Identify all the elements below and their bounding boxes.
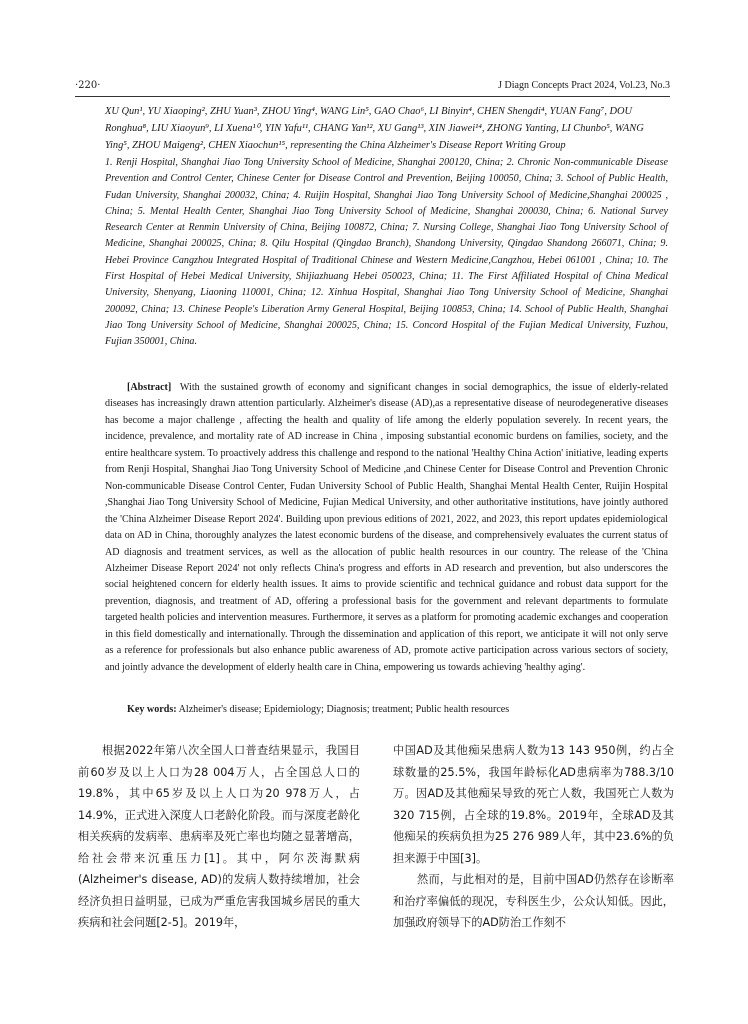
header-rule	[75, 96, 670, 97]
body-column-left	[78, 740, 360, 934]
keywords-text: Alzheimer's disease; Epidemiology; Diagnosis; treatment; Public health resources	[178, 704, 510, 715]
abstract	[105, 380, 668, 676]
body-paragraph: 然而，与此相对的是，目前中国AD仍然存在诊断率和治疗率偏低的现况，专科医生少，公众认知低。因此，加强政府领导下的AD防治工作刻不	[393, 873, 674, 929]
affiliations: 1. Renji Hospital, Shanghai Jiao Tong University School of Medicine, Shanghai 200120, China; 2. Chronic Non-communicable Disease Prevention and Control Center, Chinese Center for Disease Control and Prevention, Beijing 100050, China; 3. School of Public Health, Fudan University, Shanghai 200032, China; 4. Ruijin Hospital, Shanghai Jiao Tong University School of Medicine,Shanghai 200025 , China; 5. Mental Health Center, Shanghai Jiao Tong University School of Medicine, Shanghai 200030, China; 6. National Survey Research Center at Renmin University of China, Beijing 100872, China; 7. Nursing College, Shanghai Jiao Tong University School of Medicine, Shanghai 200025, China; 8. Qilu Hospital (Qingdao Branch), Shandong University, Qingdao Shandong 266071, China; 9. Hebei Province Cangzhou Integrated Hospital of Traditional Chinese and Western Medicine,Cangzhou, Hebei 061001 , China; 10. The First Hospital of Hebei Medical University, Shijiazhuang Hebei 050023, China; 11. The First Affiliated Hospital of China Medical University, Shenyang, Liaoning 110001, China; 12. Xinhua Hospital, Shanghai Jiao Tong University School of Medicine, Shanghai 200092, China; 13. Chinese People's Liberation Army General Hospital, Beijing 100853, China; 14. School of Public Health, Shanghai Jiao Tong University School of Medicine, Shanghai 200025, China; 15. Concord Hospital of the Fujian Medical University, Fuzhou, Fujian 350001, China.	[105, 157, 668, 348]
page-number: ·220·	[75, 80, 101, 91]
body-paragraph: 中国AD及其他痴呆患病人数为13 143 950例，约占全球数量的25.5%，我国年龄标化AD患病率为788.3/10万。因AD及其他痴呆导致的死亡人数，我国死亡人数为320 715例，占全球的19.8%。2019年，全球AD及其他痴呆的疾病负担为25 276 989人年，其中23.6%的负担来源于中国[3]。	[393, 744, 674, 865]
body-column-right	[393, 740, 674, 934]
journal-citation: J Diagn Concepts Pract 2024, Vol.23, No.3	[498, 80, 670, 91]
abstract-text: With the sustained growth of economy and significant changes in social demographics, the issue of elderly-related diseases has increasingly drawn attention particularly. Alzheimer's disease (AD),as a representative disease of neurodegenerative diseases has become a major challenge , affecting the health and quality of life among the elderly population severely. In recent years, the incidence, prevalence, and mortality rate of AD increase in China , imposing substantial economic burdens on families, society, and the entire healthcare system. To proactively address this challenge and respond to the national 'Healthy China Action' initiative, leading experts from Renji Hospital, Shanghai Jiao Tong University School of Medicine ,and Chinese Center for Disease Control and Prevention Chronic Non-communicable Disease Control Center, Fudan University School of Public Health, Shanghai Mental Health Center, Ruijin Hospital ,Shanghai Jiao Tong University School of Medicine, Fujian Medical University, and other authoritative institutions, have jointly authored the 'China Alzheimer Disease Report 2024'. Building upon previous editions of 2021, 2022, and 2023, this report updates epidemiological data on AD in China, thoroughly analyzes the latest economic burdens of the disease, and comprehensively evaluates the current status of AD diagnosis and treatment services, as well as the allocation of public health resources in our country. The release of the 'China Alzheimer Disease Report 2024' not only reflects China's progress and efforts in AD research and prevention, but also underscores the social heightened concern for elderly health issues. It aims to provide scientific and technical guidance and robust data support for the prevention, diagnosis, and treatment of AD, offering a professional basis for the government and relevant departments to formulate targeted health policies and intervention measures. Furthermore, it serves as a platform for promoting academic exchanges and cooperation in this field domestically and internationally. Through the dissemination and application of this report, we anticipate it will not only serve as a reference for professionals but also enhance public awareness of AD, promote active participation across various sectors of society, and jointly advance the development of elderly health care in China, empowering us towards achieving 'healthy aging'.	[105, 382, 668, 673]
keywords-label: Key words:	[127, 704, 177, 715]
running-header	[75, 80, 670, 94]
abstract-label: [Abstract]	[127, 382, 172, 393]
body-paragraph: 根据2022年第八次全国人口普查结果显示，我国目前60岁及以上人口为28 004万人，占全国总人口的19.8%，其中65岁及以上人口为20 978万人，占14.9%，正式进入深度人口老龄化阶段。而与深度老龄化相关疾病的发病率、患病率及死亡率也均随之显著增高，给社会带来沉重压力[1]。其中，阿尔茨海默病(Alzheimer's disease, AD)的发病人数持续增加，社会经济负担日益明显，已成为严重危害我国城乡居民的重大疾病和社会问题[2-5]。2019年，	[78, 744, 360, 929]
author-list: XU Qun¹, YU Xiaoping², ZHU Yuan³, ZHOU Ying⁴, WANG Lin⁵, GAO Chao⁶, LI Binyin⁴, CHEN Shengdi⁴, YUAN Fang⁷, DOU Ronghua⁸, LIU Xiaoyun⁹, LI Xuena¹⁰, YIN Yafu¹¹, CHANG Yan¹², XU Gang¹³, XIN Jiawei¹⁴, ZHONG Yanting, LI Chunbo⁵, WANG Ying⁵, ZHOU Maigeng², CHEN Xiaochun¹⁵, representing the China Alzheimer's Disease Report Writing Group	[105, 106, 644, 152]
keywords	[127, 702, 668, 718]
